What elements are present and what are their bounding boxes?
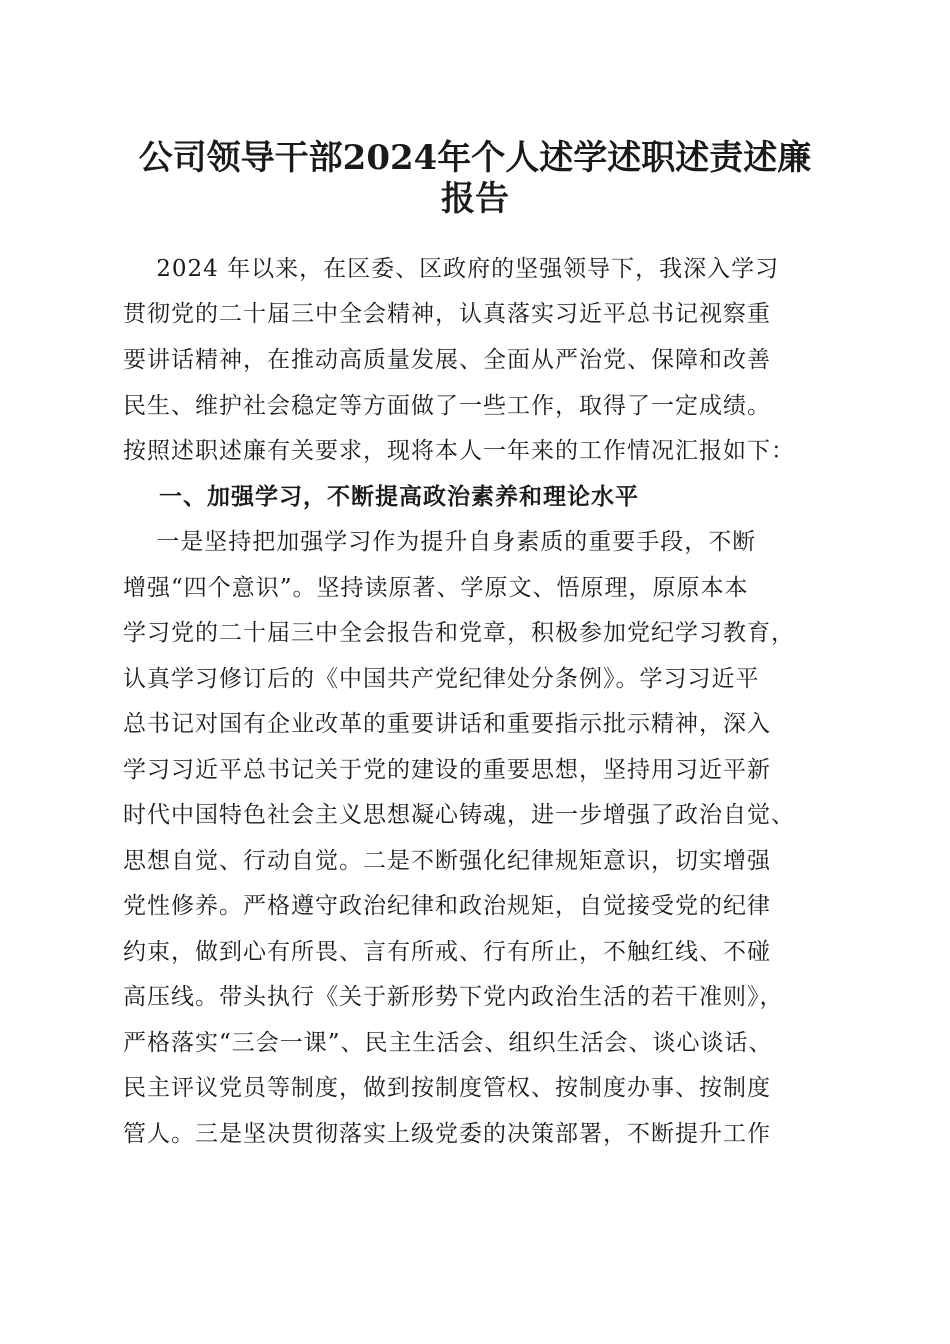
document-title-line-1: 公司领导干部2024年个人述学述职述责述廉: [138, 138, 812, 178]
section-line: 高压线。带头执行《关于新形势下党内政治生活的若干准则》，: [123, 984, 784, 1010]
section-line: 约束，做到心有所畏、言有所戒、行有所止，不触红线、不碰: [123, 939, 771, 965]
intro-line: 2024 年以来，在区委、区政府的坚强领导下，我深入学习: [123, 256, 780, 282]
document-title-line-2: 报告: [441, 179, 509, 219]
intro-line: 民生、维护社会稳定等方面做了一些工作，取得了一定成绩。: [123, 393, 771, 419]
section-line: 总书记对国有企业改革的重要讲话和重要指示批示精神，深入: [123, 711, 771, 737]
intro-line: 按照述职述廉有关要求，现将本人一年来的工作情况汇报如下：: [123, 438, 795, 464]
section-line: 认真学习修订后的《中国共产党纪律处分条例》。学习习近平: [123, 666, 760, 692]
intro-line: 贯彻党的二十届三中全会精神，认真落实习近平总书记视察重: [123, 301, 771, 327]
section-line: 一是坚持把加强学习作为提升自身素质的重要手段，不断: [123, 529, 757, 555]
section-line: 时代中国特色社会主义思想凝心铸魂，进一步增强了政治自觉、: [123, 802, 795, 828]
section-line: 增强“四个意识”。坚持读原著、学原文、悟原理，原原本本: [123, 575, 749, 601]
section-line: 思想自觉、行动自觉。二是不断强化纪律规矩意识，切实增强: [123, 848, 771, 874]
intro-line: 要讲话精神，在推动高质量发展、全面从严治党、保障和改善: [123, 347, 771, 373]
section-line: 学习习近平总书记关于党的建设的重要思想，坚持用习近平新: [123, 757, 771, 783]
section-line: 管人。三是坚决贯彻落实上级党委的决策部署，不断提升工作: [123, 1121, 771, 1147]
section-line: 党性修养。严格遵守政治纪律和政治规矩，自觉接受党的纪律: [123, 893, 771, 919]
section-line: 学习党的二十届三中全会报告和党章，积极参加党纪学习教育，: [123, 620, 795, 646]
section-line: 民主评议党员等制度，做到按制度管权、按制度办事、按制度: [123, 1075, 771, 1101]
section-heading: 一、加强学习，不断提高政治素养和理论水平: [123, 484, 640, 510]
section-line: 严格落实“三会一课”、民主生活会、组织生活会、谈心谈话、: [123, 1030, 773, 1056]
